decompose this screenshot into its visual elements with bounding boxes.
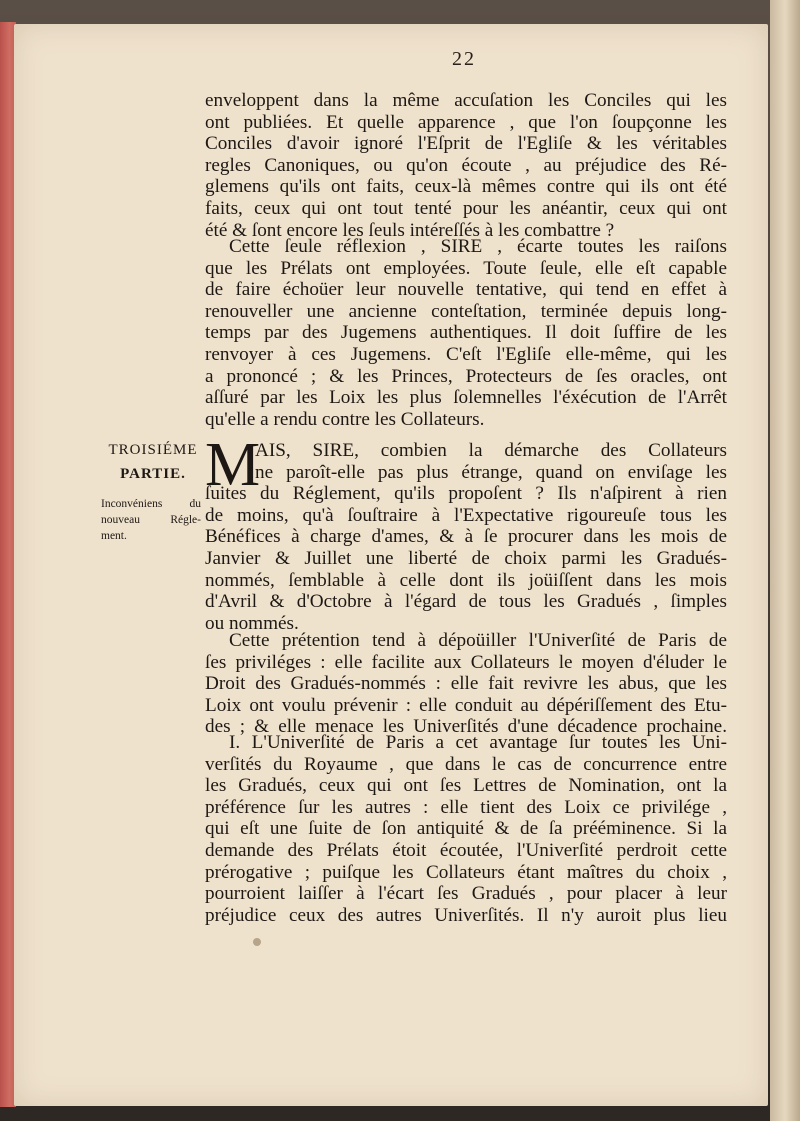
text-line: a prononcé ; & les Princes, Protecteurs de ſes oracles, ont bbox=[205, 365, 727, 387]
text-line: glemens qu'ils ont faits, ceux-là mêmes contre qui ils ont été bbox=[205, 176, 727, 198]
text-line: ont publiées. Et quelle apparence , que l'on ſoupçonne les bbox=[205, 111, 727, 133]
text-line: Bénéfices à charge d'ames, & à ſe procurer dans les mois de bbox=[205, 526, 727, 548]
section-heading-part: TROISIÉME bbox=[108, 442, 198, 458]
drop-cap: M bbox=[205, 431, 261, 499]
paragraph-5 bbox=[205, 732, 727, 926]
text-line: Droit des Gradués-nommés : elle fait revivre les abus, que les bbox=[205, 673, 727, 695]
text-line: Conciles d'avoir ignoré l'Eſprit de l'Egliſe & les véritables bbox=[205, 133, 727, 155]
margin-note-line: ment. bbox=[101, 530, 127, 542]
text-line: de moins, qu'à ſouſtraire à l'Expectative rigoureuſe tous les bbox=[205, 504, 727, 526]
text-line: des ; & elle menace les Univerſités d'une décadence prochaine. bbox=[205, 716, 727, 738]
text-line: qu'elle a rendu contre les Collateurs. bbox=[205, 408, 485, 430]
text-line: de faire échoüer leur nouvelle tentative, qui tend en effet à bbox=[205, 279, 727, 301]
margin-note-line: Inconvéniens du bbox=[101, 498, 201, 510]
text-line: AIS, SIRE, combien la démarche des Collateurs bbox=[255, 440, 727, 461]
text-line: ſuites du Réglement, qu'ils propoſent ? Ils n'aſpirent à rien bbox=[205, 483, 727, 505]
text-line: Cette prétention tend à dépoüiller l'Univerſité de Paris de bbox=[229, 630, 727, 651]
text-line: qui eſt une ſuite de ſon antiquité & de ſa prééminence. Si la bbox=[205, 818, 727, 840]
text-line: I. L'Univerſité de Paris a cet avantage ſur toutes les Uni- bbox=[229, 732, 727, 753]
page-number: 22 bbox=[452, 48, 476, 70]
right-page-stack bbox=[770, 0, 800, 1121]
text-line: que les Prélats ont employées. Toute ſeule, elle eſt capable bbox=[205, 257, 727, 279]
text-line: aſſuré par les Loix les plus ſolemnelles l'éxécution de l'Arrêt bbox=[205, 387, 727, 409]
text-line: pourroient laiſſer à l'écart ſes Gradués , pour placer à leur bbox=[205, 883, 727, 905]
text-line: ne paroît-elle pas plus étrange, quand on enviſage les bbox=[255, 461, 727, 483]
text-line: renouveller une ancienne conteſtation, terminée depuis long- bbox=[205, 300, 727, 322]
text-line: préférence ſur les autres : elle tient des Loix ce privilége , bbox=[205, 796, 727, 818]
text-line: les Gradués, ceux qui ont ſes Lettres de Nomination, ont la bbox=[205, 775, 727, 797]
text-line: renvoyer à ces Jugemens. C'eſt l'Egliſe elle-même, qui les bbox=[205, 343, 727, 365]
text-line: été & ſont encore les ſeuls intéreſſés à les combattre ? bbox=[205, 219, 615, 241]
text-line: faits, ceux qui ont tout tenté pour les anéantir, ceux qui ont bbox=[205, 197, 727, 219]
text-line: nommés, ſemblable à celle dont ils joüiſſent dans les mois bbox=[205, 569, 727, 591]
margin-note bbox=[101, 496, 201, 544]
text-line: préjudice ceux des autres Univerſités. Il n'y auroit plus lieu bbox=[205, 904, 727, 926]
text-line: demande des Prélats étoit écoutée, l'Univerſité perdroit cette bbox=[205, 839, 727, 861]
text-line: enveloppent dans la même accuſation les Conciles qui les bbox=[205, 90, 727, 111]
text-line: ou nommés. bbox=[205, 612, 299, 634]
paragraph-1 bbox=[205, 90, 727, 241]
paragraph-2 bbox=[205, 236, 727, 430]
text-line: Janvier & Juillet une liberté de choix parmi les Gradués- bbox=[205, 547, 727, 569]
paragraph-4 bbox=[205, 630, 727, 738]
text-line: prérogative ; puiſque les Collateurs étant maîtres du choix , bbox=[205, 861, 727, 883]
ink-spot bbox=[253, 938, 261, 946]
margin-note-line: nouveau Régle- bbox=[101, 514, 201, 526]
text-line: d'Avril & d'Octobre à l'égard de tous les Gradués , ſimples bbox=[205, 591, 727, 613]
paragraph-3 bbox=[205, 440, 727, 634]
text-line: regles Canoniques, ou qu'on écoute , au préjudice des Ré- bbox=[205, 154, 727, 176]
text-line: temps par des Jugemens authentiques. Il doit ſuffire de les bbox=[205, 322, 727, 344]
section-heading-label: PARTIE. bbox=[120, 466, 186, 482]
text-line: verſités du Royaume , que dans le cas de concurrence entre bbox=[205, 753, 727, 775]
text-line: ſes priviléges : elle facilite aux Collateurs le moyen d'éluder le bbox=[205, 651, 727, 673]
text-line: Cette ſeule réflexion , SIRE , écarte toutes les raiſons bbox=[229, 236, 727, 257]
text-line: Loix ont voulu prévenir : elle conduit au dépériſſement des Etu- bbox=[205, 694, 727, 716]
